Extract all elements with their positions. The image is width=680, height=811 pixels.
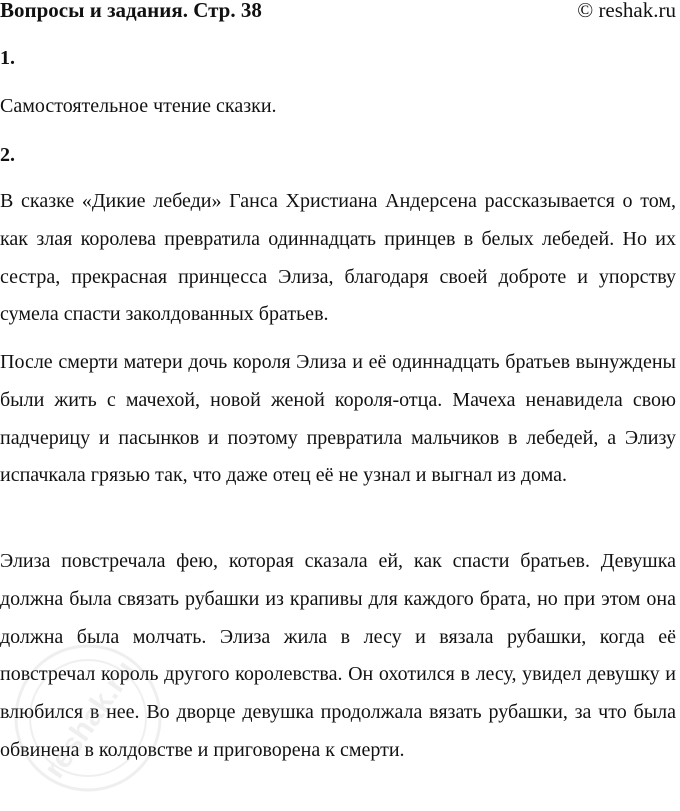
answer-2-paragraph-1: В сказке «Дикие лебеди» Ганса Христиана Андерсена рассказывается о том, как злая королева превратила одиннадцать принцев в белых лебедей. Но их сестра, прекрасная принцесса Элиза, благодаря своей доброте и упорству сумела спасти заколдованных братьев. xyxy=(0,190,676,326)
answer-1-paragraph: Самостоятельное чтение сказки. xyxy=(0,95,277,117)
section-title: Вопросы и задания. Стр. 38 xyxy=(0,0,262,22)
svg-text:reshak.ru: reshak.ru xyxy=(37,654,143,785)
answer-2-paragraph-3: Элиза повстречала фею, которая сказала ей, как спасти братьев. Девушка должна была связать рубашки из крапивы для каждого брата, но при этом она должна была молчать. Элиза жила в лесу и вязала рубашки, когда её повстречал король другого королевства. Он охотился в лесу, увидел девушку и влюбился в нее. Во дворце девушка продолжала вязать рубашки, за что была обвинена в колдовстве и приговорена к смерти. xyxy=(0,550,676,761)
site-credit: © reshak.ru xyxy=(577,0,676,22)
question-number-2: 2. xyxy=(0,144,15,166)
question-number-1: 1. xyxy=(0,47,15,69)
page-header xyxy=(0,0,676,24)
answer-2-paragraph-2: После смерти матери дочь короля Элиза и её одиннадцать братьев вынуждены были жить с мачехой, новой женой короля-отца. Мачеха ненавидела свою падчерицу и пасынков и поэтому превратила мальчиков в лебедей, а Элизу испачкала грязью так, что даже отец её не узнал и выгнал из дома. xyxy=(0,351,676,487)
